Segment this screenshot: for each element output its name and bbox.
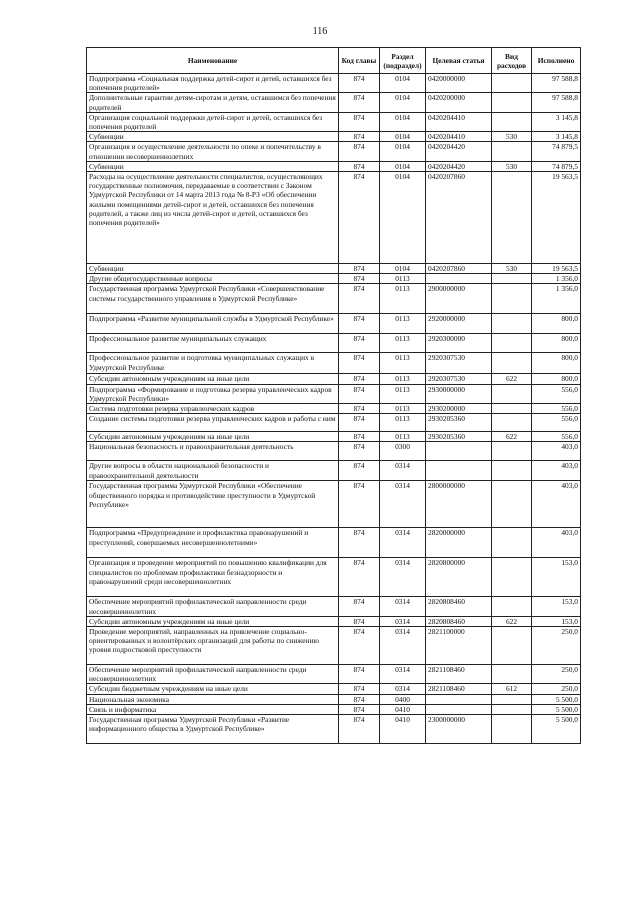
table-row [87,284,581,314]
row-executed: 3 145,8 [532,132,581,142]
row-expense-type: 622 [492,374,532,384]
row-expense-type: 530 [492,132,532,142]
row-expense-type: 622 [492,616,532,626]
row-name: Организация социальной поддержки детей-сирот и детей, оставшихся без попечения родителей [87,112,339,131]
row-section: 0113 [380,432,426,442]
table-row [87,627,581,665]
row-expense-type [492,558,532,597]
budget-execution-table [86,47,581,744]
row-name: Субвенции [87,132,339,142]
row-name: Государственная программа Удмуртской Республики «Совершенствование системы государственного управления в Удмуртской Республике» [87,284,339,314]
row-executed: 556,0 [532,384,581,403]
table-row [87,334,581,353]
table-row [87,616,581,626]
row-article: 2920307530 [426,353,492,374]
row-code: 874 [339,353,380,374]
row-expense-type: 612 [492,684,532,694]
row-executed: 403,0 [532,481,581,528]
row-executed: 403,0 [532,442,581,461]
row-name: Система подготовки резерва управленческих кадров [87,404,339,414]
row-code: 874 [339,432,380,442]
row-name: Подпрограмма «Социальная поддержка детей-сирот и детей, оставшихся без попечения родителей» [87,74,339,93]
row-code: 874 [339,694,380,704]
table-row [87,374,581,384]
row-executed: 556,0 [532,414,581,432]
table-row [87,432,581,442]
row-name: Организация и осуществление деятельности по опеке и попечительству в отношении несовершеннолетних [87,142,339,161]
row-executed: 74 879,5 [532,142,581,161]
row-executed: 153,0 [532,597,581,616]
row-name: Связь и информатика [87,704,339,714]
table-row [87,442,581,461]
row-section: 0113 [380,414,426,432]
row-section: 0113 [380,404,426,414]
table-row [87,704,581,714]
row-expense-type [492,112,532,131]
row-executed: 3 145,8 [532,112,581,131]
header-executed: Исполнено [532,48,581,74]
row-article: 0420204410 [426,132,492,142]
table-row [87,558,581,597]
row-article [426,442,492,461]
row-name: Государственная программа Удмуртской Республики «Развитие информационного общества в Удмуртской Республике» [87,715,339,744]
row-article: 0420200000 [426,93,492,112]
row-article: 2930205360 [426,414,492,432]
row-article: 2900000000 [426,284,492,314]
row-section: 0104 [380,264,426,274]
row-article [426,694,492,704]
row-expense-type [492,74,532,93]
row-expense-type [492,314,532,334]
row-expense-type [492,274,532,284]
table-row [87,665,581,684]
table-row [87,715,581,744]
row-article: 2300000000 [426,715,492,744]
row-code: 874 [339,558,380,597]
table-row [87,597,581,616]
row-name: Профессиональное развитие муниципальных служащих [87,334,339,353]
row-code: 874 [339,74,380,93]
row-executed: 5 500,0 [532,704,581,714]
row-section: 0113 [380,274,426,284]
page-number: 116 [312,26,328,37]
table-row [87,274,581,284]
row-name: Обеспечение мероприятий профилактической направленности среди несовершеннолетних [87,597,339,616]
header-expense-type: Вид расходов [492,48,532,74]
row-expense-type [492,665,532,684]
header-section: Раздел (подраздел) [380,48,426,74]
row-executed: 556,0 [532,432,581,442]
row-name: Обеспечение мероприятий профилактической направленности среди несовершеннолетних [87,665,339,684]
row-expense-type [492,461,532,481]
row-executed: 5 500,0 [532,715,581,744]
row-code: 874 [339,616,380,626]
row-article: 0420207860 [426,172,492,264]
row-code: 874 [339,404,380,414]
row-code: 874 [339,414,380,432]
row-name: Субсидии автономным учреждениям на иные цели [87,432,339,442]
row-article [426,274,492,284]
table-row [87,481,581,528]
row-executed: 556,0 [532,404,581,414]
header-code: Код главы [339,48,380,74]
table-row [87,684,581,694]
table-row [87,314,581,334]
row-name: Субвенции [87,161,339,171]
row-section: 0104 [380,161,426,171]
row-expense-type [492,694,532,704]
row-name: Расходы на осуществление деятельности специалистов, осуществляющих государственные полномочия, передаваемые в соответствии с Законом Удмуртской Республики от 14 марта 2013 года № 8-РЗ «Об обеспечении жилыми помещениями детей-сирот и детей, оставшихся без попечения родителей, а также лиц из числа детей-сирот и детей, оставшихся без попечения родителей» [87,172,339,264]
row-code: 874 [339,284,380,314]
row-expense-type: 530 [492,161,532,171]
row-article: 2920300000 [426,334,492,353]
row-name: Национальная экономика [87,694,339,704]
table-row [87,112,581,131]
row-name: Национальная безопасность и правоохранительная деятельность [87,442,339,461]
row-code: 874 [339,384,380,403]
table-row [87,528,581,558]
row-article: 2820808460 [426,616,492,626]
row-code: 874 [339,112,380,131]
row-article [426,704,492,714]
row-code: 874 [339,461,380,481]
row-article: 2800000000 [426,481,492,528]
row-name: Подпрограмма «Формирование и подготовка резерва управленческих кадров Удмуртской Республики» [87,384,339,403]
row-code: 874 [339,334,380,353]
table-row [87,74,581,93]
row-executed: 250,0 [532,627,581,665]
table-row [87,404,581,414]
row-executed: 403,0 [532,528,581,558]
row-section: 0104 [380,172,426,264]
row-executed: 800,0 [532,314,581,334]
row-section: 0410 [380,704,426,714]
row-executed: 97 588,8 [532,93,581,112]
row-article: 0420207860 [426,264,492,274]
row-code: 874 [339,704,380,714]
row-article: 2920000000 [426,314,492,334]
row-article: 2821100000 [426,627,492,665]
row-section: 0113 [380,384,426,403]
row-code: 874 [339,481,380,528]
row-section: 0314 [380,528,426,558]
row-name: Проведение мероприятий, направленных на привлечение социально-ориентированных и волонтёрских организаций для работы по снижению уровня подростковой преступности [87,627,339,665]
row-section: 0104 [380,93,426,112]
row-name: Субвенции [87,264,339,274]
row-executed: 97 588,8 [532,74,581,93]
row-section: 0314 [380,665,426,684]
row-name: Профессиональное развитие и подготовка муниципальных служащих в Удмуртской Республике [87,353,339,374]
row-expense-type: 530 [492,264,532,274]
row-executed: 1 356,0 [532,274,581,284]
row-code: 874 [339,528,380,558]
row-article: 0420204410 [426,112,492,131]
row-expense-type [492,442,532,461]
row-expense-type [492,627,532,665]
row-code: 874 [339,93,380,112]
row-expense-type [492,414,532,432]
row-article: 2821108460 [426,684,492,694]
row-code: 874 [339,374,380,384]
row-section: 0314 [380,597,426,616]
row-name: Дополнительные гарантии детям-сиротам и детям, оставшимся без попечения родителей [87,93,339,112]
row-expense-type: 622 [492,432,532,442]
row-executed: 800,0 [532,353,581,374]
row-name: Организация и проведение мероприятий по повышению квалификации для специалистов по проблемам профилактики безнадзорности и правонарушений среди несовершеннолетних [87,558,339,597]
table-header-row [87,48,581,74]
table-row [87,264,581,274]
row-name: Государственная программа Удмуртской Республики «Обеспечение общественного порядка и противодействие преступности в Удмуртской Республике» [87,481,339,528]
row-code: 874 [339,172,380,264]
row-name: Подпрограмма «Предупреждение и профилактика правонарушений и преступлений, совершаемых несовершеннолетними» [87,528,339,558]
row-section: 0113 [380,284,426,314]
row-executed: 74 879,5 [532,161,581,171]
row-section: 0314 [380,684,426,694]
row-expense-type [492,597,532,616]
row-article: 2930000000 [426,384,492,403]
row-expense-type [492,93,532,112]
table-row [87,461,581,481]
row-section: 0104 [380,132,426,142]
row-article: 2820000000 [426,528,492,558]
row-executed: 153,0 [532,558,581,597]
row-code: 874 [339,684,380,694]
row-executed: 1 356,0 [532,284,581,314]
row-section: 0104 [380,112,426,131]
row-code: 874 [339,627,380,665]
row-code: 874 [339,264,380,274]
row-section: 0113 [380,314,426,334]
row-expense-type [492,704,532,714]
row-section: 0314 [380,558,426,597]
row-name: Подпрограмма «Развитие муниципальной службы в Удмуртской Республике» [87,314,339,334]
row-code: 874 [339,442,380,461]
row-executed: 19 563,5 [532,264,581,274]
table-row [87,353,581,374]
row-section: 0314 [380,627,426,665]
row-expense-type [492,715,532,744]
row-article: 2930205360 [426,432,492,442]
row-article: 2920307530 [426,374,492,384]
row-section: 0113 [380,353,426,374]
row-expense-type [492,528,532,558]
row-name: Другие общегосударственные вопросы [87,274,339,284]
header-name: Наименование [87,48,339,74]
row-code: 874 [339,142,380,161]
row-name: Субсидии автономным учреждениям на иные цели [87,374,339,384]
table-row [87,142,581,161]
row-expense-type [492,142,532,161]
row-code: 874 [339,314,380,334]
table-row [87,132,581,142]
row-article: 0420204420 [426,161,492,171]
row-section: 0314 [380,461,426,481]
row-section: 0104 [380,142,426,161]
row-expense-type [492,481,532,528]
row-name: Другие вопросы в области национальной безопасности и правоохранительной деятельности [87,461,339,481]
row-executed: 800,0 [532,374,581,384]
row-section: 0113 [380,334,426,353]
row-article: 0420000000 [426,74,492,93]
table-row [87,172,581,264]
row-section: 0113 [380,374,426,384]
row-code: 874 [339,715,380,744]
row-expense-type [492,172,532,264]
row-expense-type [492,353,532,374]
row-section: 0314 [380,616,426,626]
row-article: 0420204420 [426,142,492,161]
row-article: 2820808460 [426,597,492,616]
row-article: 2930200000 [426,404,492,414]
row-code: 874 [339,597,380,616]
row-expense-type [492,284,532,314]
row-executed: 19 563,5 [532,172,581,264]
row-expense-type [492,384,532,403]
table-row [87,93,581,112]
row-section: 0104 [380,74,426,93]
table-body [87,74,581,744]
row-code: 874 [339,274,380,284]
table-row [87,414,581,432]
row-article: 2820800000 [426,558,492,597]
row-executed: 250,0 [532,665,581,684]
row-section: 0300 [380,442,426,461]
row-article: 2821108460 [426,665,492,684]
table-row [87,384,581,403]
row-expense-type [492,334,532,353]
row-executed: 153,0 [532,616,581,626]
row-expense-type [492,404,532,414]
row-section: 0410 [380,715,426,744]
row-name: Создание системы подготовки резерва управленческих кадров и работы с ним [87,414,339,432]
row-name: Субсидии бюджетным учреждениям на иные цели [87,684,339,694]
row-code: 874 [339,161,380,171]
row-executed: 800,0 [532,334,581,353]
header-article: Целевая статья [426,48,492,74]
table-row [87,161,581,171]
row-article [426,461,492,481]
row-code: 874 [339,665,380,684]
row-executed: 5 500,0 [532,694,581,704]
row-executed: 403,0 [532,461,581,481]
row-name: Субсидии автономным учреждениям на иные цели [87,616,339,626]
row-section: 0314 [380,481,426,528]
row-code: 874 [339,132,380,142]
row-section: 0400 [380,694,426,704]
row-executed: 250,0 [532,684,581,694]
table-row [87,694,581,704]
